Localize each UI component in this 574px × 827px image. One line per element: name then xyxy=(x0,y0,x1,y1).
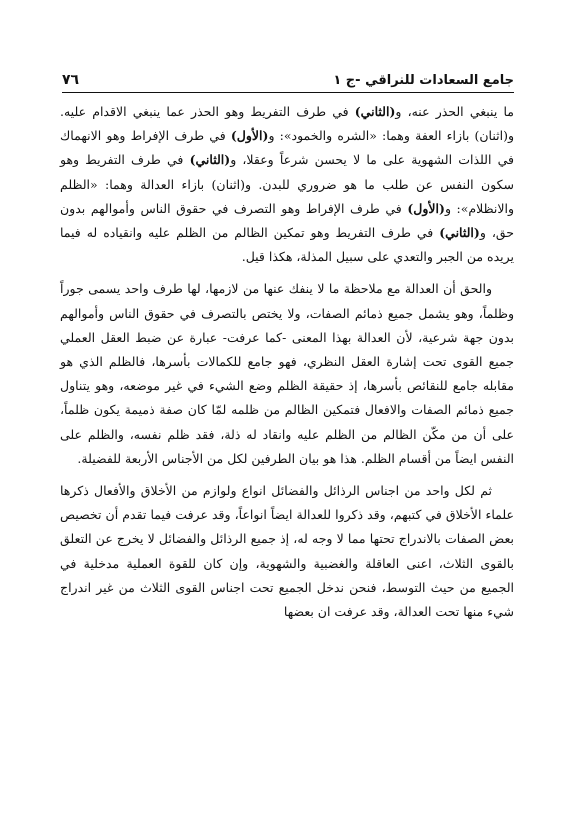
bold-term: (الأول) xyxy=(407,200,445,216)
paragraph xyxy=(60,479,514,624)
bold-term: (الأول) xyxy=(230,128,269,144)
text-run: ما ينبغي الحذر عنه، و xyxy=(395,104,514,119)
text-run: في طرف التفريط وهو الحذر عما ينبغي الاقدام عليه. و(اثنان) بازاء العفة وهما: «الشره والخمود»: و xyxy=(60,104,514,144)
text-run: في طرف التفريط وهو تمكين الظالم من الظلم عليه وانقياده له فيما يريده من الجبر والتعدي على سبيل المذلة، هكذا قيل. xyxy=(60,225,514,265)
text-run: والحق أن العدالة مع ملاحظة ما لا ينفك عنها من لازمها، لها طرف واحد يسمى جوراً وظلماً، وهو يشمل جميع ذمائم الصفات، ولا يختص بالتصرف في حقوق الناس وأموالهم بدون جهة شرعية، لأن العدالة بهذا المعنى -كما عرفت- عبارة عن ضبط العقل العملي جميع القوى تحت إشارة العقل النظري، فهو جامع للكمالات بأسرها، فالظلم الذي هو مقابله جامع للنقائص بأسرها، إذ حقيقة الظلم وضع الشيء في غير موضعه، وهو يتناول جميع ذمائم الصفات والافعال فتمكين الظالم من ظلمه لمّا كان صفة ذميمة يكون ظلماً، على أن من مكّن الظالم من الظلم عليه وانقاد له ذلة، فقد ظلم نفسه، والظلم على النفس ايضاً من أقسام الظلم. هذا هو بيان الطرفين لكل من الأجناس الأربعة للفضيلة. xyxy=(60,281,514,466)
running-header xyxy=(62,58,514,93)
paragraph xyxy=(60,100,514,269)
bold-term: (الثاني) xyxy=(189,152,231,168)
page-number: ٧٦ xyxy=(62,72,80,88)
bold-term: (الثاني) xyxy=(439,225,480,241)
text-run: في طرف الإفراط وهو الانهماك في اللذات الشهوية على ما لا يحسن شرعاً وعقلا، و xyxy=(60,128,515,168)
paragraph xyxy=(60,277,514,471)
bold-term: (الثاني) xyxy=(354,104,396,119)
body-text xyxy=(60,100,514,632)
text-run: في طرف التفريط وهو سكون النفس عن طلب ما هو ضروري للبدن. و(اثنان) بازاء العدالة وهما: «الظلم والانظلام»: و xyxy=(60,152,514,216)
text-run: ثم لكل واحد من اجناس الرذائل والفضائل انواع ولوازم من الأخلاق والأفعال ذكرها علماء الأخلاق في كتبهم، وقد ذكروا للعدالة ايضاً انواعاً، وقد عرفت فيما تقدم أن تخصيص بعض الصفات بالاندراج تحتها مما لا وجه له، إذ جميع الرذائل والفضائل لا يخرج عن التعلق بالقوى الثلاث، اعنى العاقلة والغضبية والشهوية، وإن كان للقوة العملية مدخلية في الجميع من حيث التوسط، فنحن ندخل الجميع تحت اجناس القوى الثلاث من غير اندراج شيء منها تحت العدالة، وقد عرفت ان بعضها xyxy=(60,483,514,620)
header-title: جامع السعادات للنراقي -ج ١ xyxy=(333,73,514,88)
text-run: في طرف الإفراط وهو التصرف في حقوق الناس وأموالهم بدون حق، و xyxy=(60,200,514,241)
